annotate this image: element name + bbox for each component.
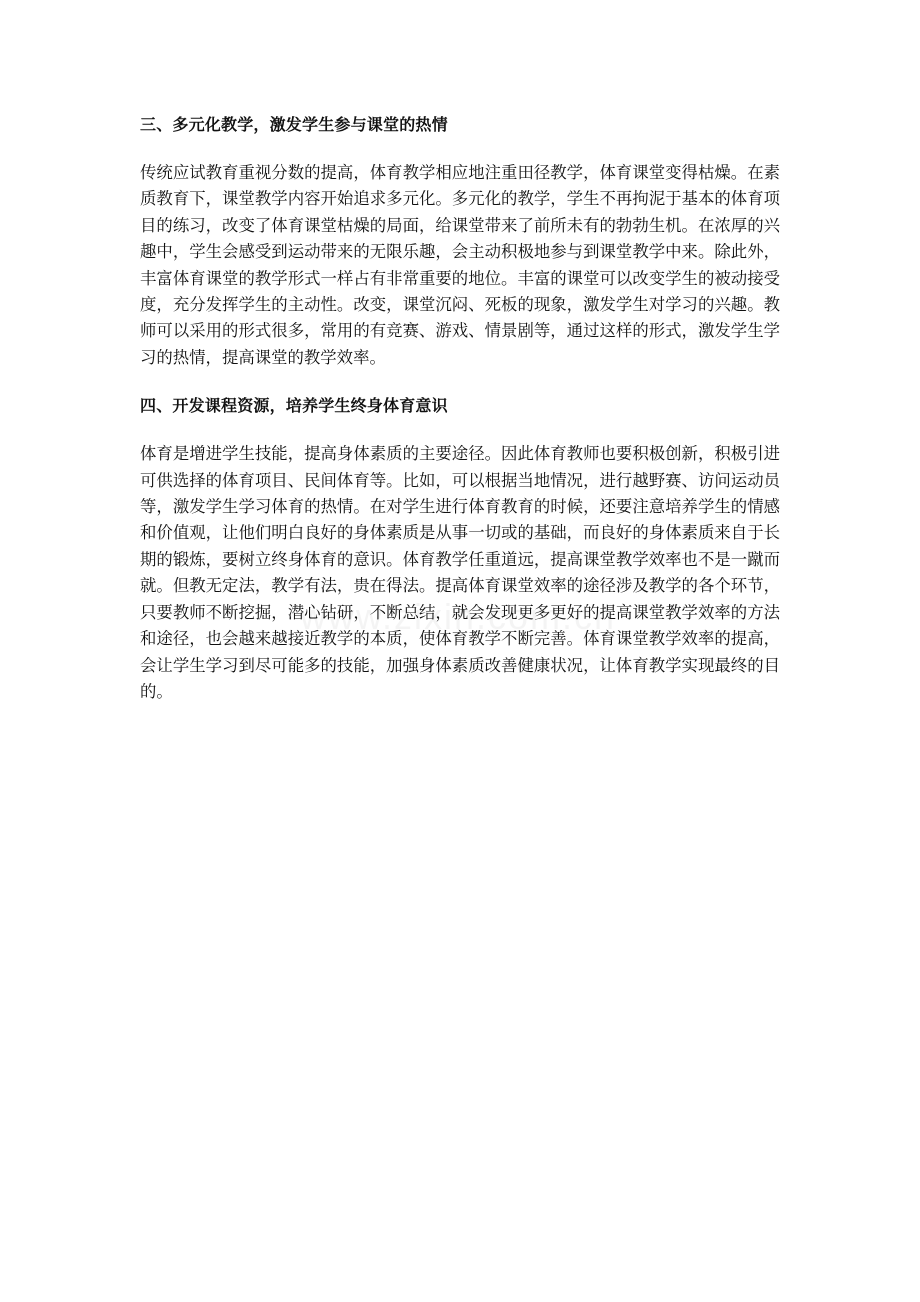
section-four: [140, 393, 780, 705]
section-paragraph: 传统应试教育重视分数的提高，体育教学相应地注重田径教学，体育课堂变得枯燥。在素质教育下，课堂教学内容开始追求多元化。多元化的教学，学生不再拘泥于基本的体育项目的练习，改变了体育课堂枯燥的局面，给课堂带来了前所未有的勃勃生机。在浓厚的兴趣中，学生会感受到运动带来的无限乐趣，会主动积极地参与到课堂教学中来。除此外，丰富体育课堂的教学形式一样占有非常重要的地位。丰富的课堂可以改变学生的被动接受度，充分发挥学生的主动性。改变，课堂沉闷、死板的现象，激发学生对学习的兴趣。教师可以采用的形式很多，常用的有竞赛、游戏、情景剧等，通过这样的形式，激发学生学习的热情，提高课堂的教学效率。: [140, 163, 780, 367]
section-heading: 四、开发课程资源，培养学生终身体育意识: [140, 396, 448, 416]
section-heading: 三、多元化教学，激发学生参与课堂的热情: [140, 115, 448, 134]
section-three: [140, 112, 780, 371]
document-page: [140, 112, 780, 727]
section-paragraph: 体育是增进学生技能，提高身体素质的主要途径。因此体育教师也要积极创新，积极引进可供选择的体育项目、民间体育等。比如，可以根据当地情况，进行越野赛、访问运动员等，激发学生学习体育的热情。在对学生进行体育教育的时候，还要注意培养学生的情感和价值观，让他们明白良好的身体素质是从事一切或的基础，而良好的身体素质来自于长期的锻炼，要树立终身体育的意识。体育教学任重道远，提高课堂教学效率也不是一蹴而就。但教无定法，教学有法，贵在得法。提高体育课堂效率的途径涉及教学的各个环节，只要教师不断挖掘，潜心钻研，不断总结，就会发现更多更好的提高课堂教学效率的方法和途径，也会越来越接近教学的本质，使体育教学不断完善。体育课堂教学效率的提高，会让学生学习到尽可能多的技能，加强身体素质改善健康状况，让体育教学实现最终的目的。: [140, 444, 780, 701]
